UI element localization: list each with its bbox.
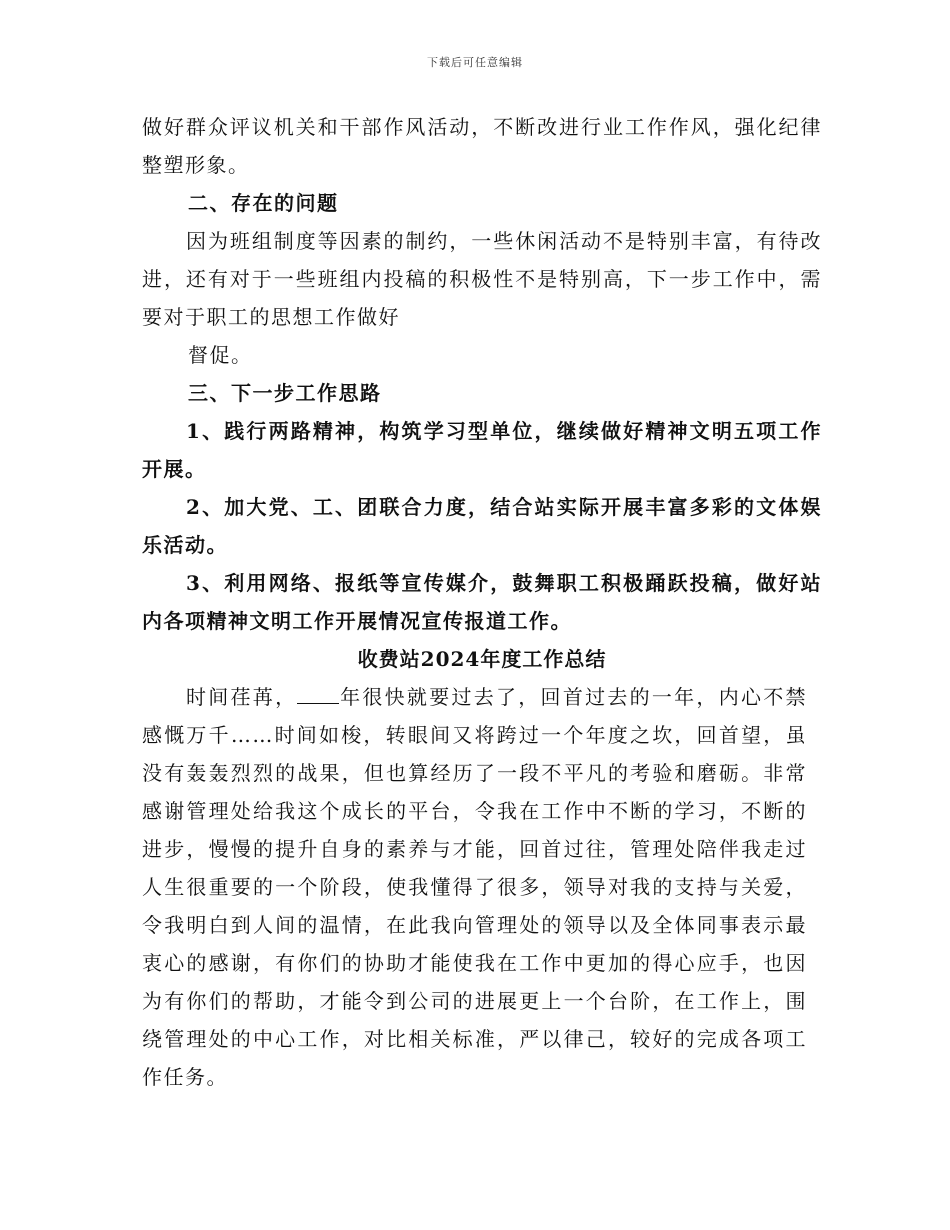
intro-after-blank: 年很快就要过去了，回首过去的一年，内心不禁感慨万千……时间如梭，转眼间又将跨过一个年度之坎，回首望，虽没有轰轰烈烈的战果，但也算经历了一段不平凡的考验和磨砺。非常感谢管理处给我这个成长的平台，令我在工作中不断的学习，不断的进步，慢慢的提升自身的素养与才能，回首过往，管理处陪伴我走过人生很重要的一个阶段，使我懂得了很多，领导对我的支持与关爱，令我明白到人间的温情，在此我向管理处的领导以及全体同事表示最衷心的感谢，有你们的协助才能使我在工作中更加的得心应手，也因为有你们的帮助，才能令到公司的进展更上一个台阶，在工作上，围绕管理处的中心工作，对比相关标准，严以律己，较好的完成各项工作任务。 [142, 685, 808, 1089]
summary-paragraph [142, 678, 807, 1096]
paragraph-problems: 因为班组制度等因素的制约，一些休闲活动不是特别丰富，有待改进，还有对于一些班组内投稿的积极性不是特别高，下一步工作中，需要对于职工的思想工作做好 [142, 229, 822, 329]
paragraph-continued: 做好群众评议机关和干部作风活动，不断改进行业工作作风，强化纪律整塑形象。 [142, 115, 822, 177]
section-heading-next-steps: 三、下一步工作思路 [188, 381, 382, 405]
list-item-1: 1、践行两路精神，构筑学习型单位，继续做好精神文明五项工作开展。 [142, 419, 822, 481]
document-title: 收费站2024年度工作总结 [357, 647, 607, 671]
section-heading-problems: 二、存在的问题 [188, 191, 339, 215]
intro-before-blank: 时间荏苒， [186, 685, 298, 709]
document-body [142, 108, 822, 1096]
list-item-2: 2、加大党、工、团联合力度，结合站实际开展丰富多彩的文体娱乐活动。 [142, 495, 822, 557]
header-note: 下载后可任意编辑 [427, 56, 523, 69]
paragraph-problems-tail: 督促。 [188, 343, 253, 367]
year-blank [297, 685, 339, 704]
list-item-3: 3、利用网络、报纸等宣传媒介，鼓舞职工积极踊跃投稿，做好站内各项精神文明工作开展情况宣传报道工作。 [142, 571, 822, 633]
